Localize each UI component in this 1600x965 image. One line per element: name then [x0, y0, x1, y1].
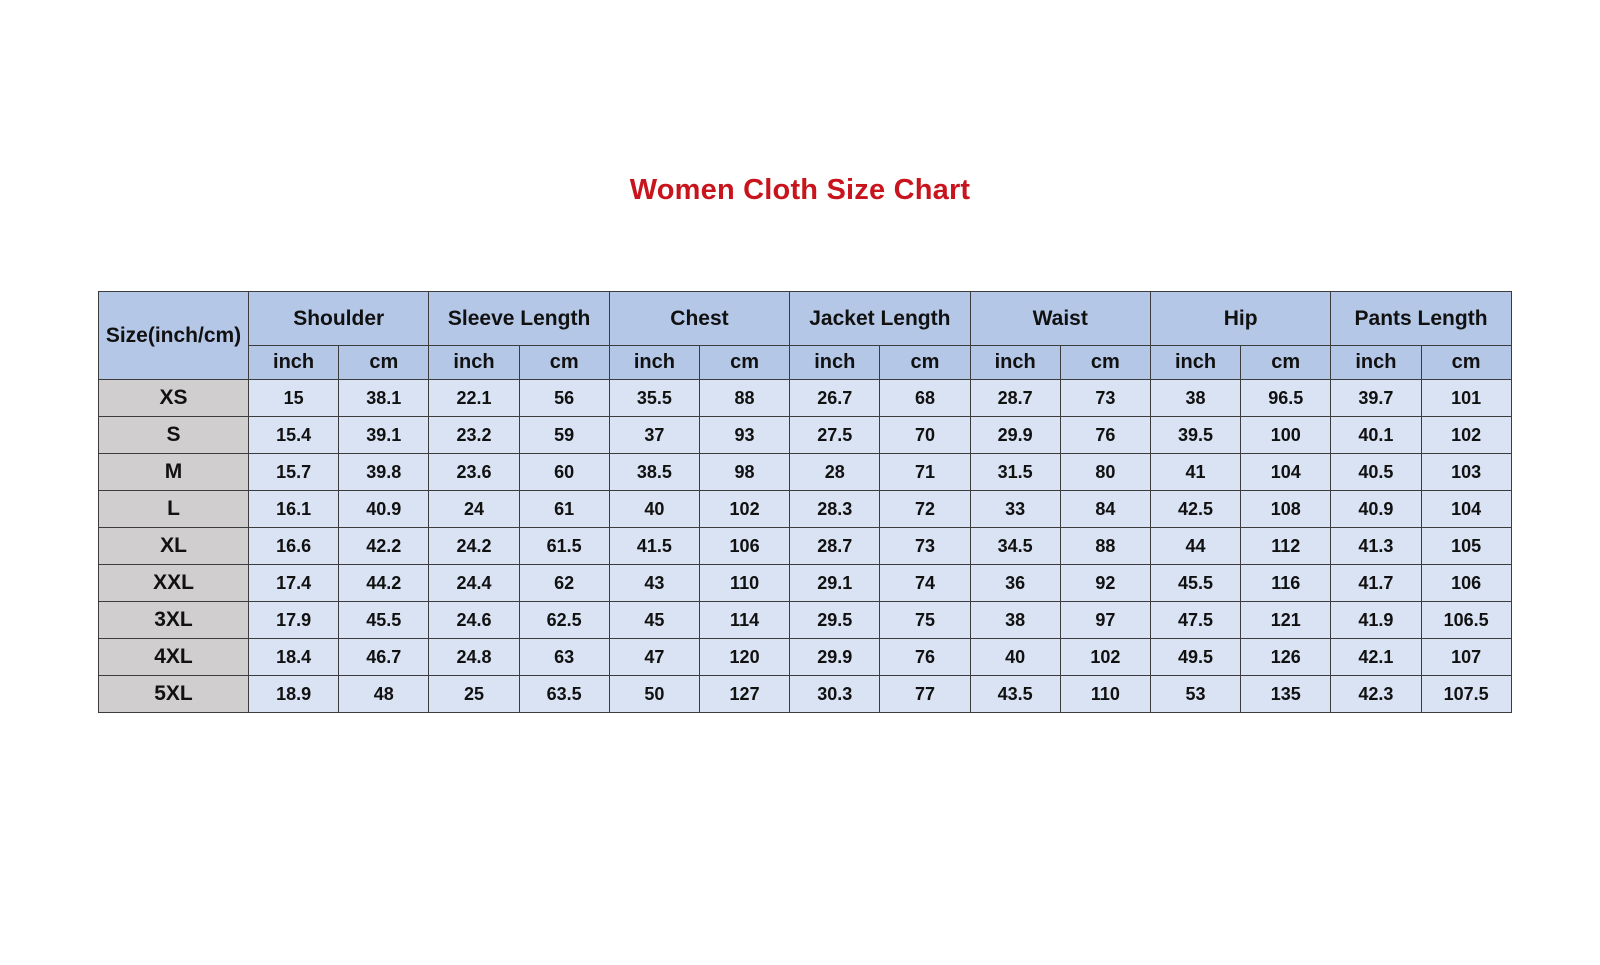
- table-cell: 44: [1150, 528, 1240, 565]
- table-cell: 40.9: [339, 491, 429, 528]
- table-cell: 17.4: [249, 565, 339, 602]
- table-cell: 77: [880, 676, 970, 713]
- unit-header-cm: cm: [339, 346, 429, 380]
- table-cell: 45: [609, 602, 699, 639]
- table-cell: 80: [1060, 454, 1150, 491]
- table-cell: 27.5: [790, 417, 880, 454]
- size-label: S: [99, 417, 249, 454]
- table-cell: 24.6: [429, 602, 519, 639]
- table-cell: 36: [970, 565, 1060, 602]
- table-cell: 40.5: [1331, 454, 1421, 491]
- table-cell: 29.5: [790, 602, 880, 639]
- unit-header-inch: inch: [1150, 346, 1240, 380]
- table-cell: 106: [1421, 565, 1511, 602]
- table-cell: 72: [880, 491, 970, 528]
- size-label: XS: [99, 380, 249, 417]
- table-cell: 39.7: [1331, 380, 1421, 417]
- size-label: 4XL: [99, 639, 249, 676]
- table-row: [99, 380, 1512, 417]
- chart-title: Women Cloth Size Chart: [629, 174, 971, 206]
- unit-header-cm: cm: [880, 346, 970, 380]
- table-cell: 73: [1060, 380, 1150, 417]
- table-cell: 29.9: [970, 417, 1060, 454]
- table-body: [99, 380, 1512, 713]
- table-cell: 102: [699, 491, 789, 528]
- table-cell: 76: [1060, 417, 1150, 454]
- table-cell: 41.7: [1331, 565, 1421, 602]
- table-cell: 40.1: [1331, 417, 1421, 454]
- header-unit-row: [99, 346, 1512, 380]
- table-cell: 40.9: [1331, 491, 1421, 528]
- table-cell: 92: [1060, 565, 1150, 602]
- unit-header-cm: cm: [1060, 346, 1150, 380]
- table-cell: 23.6: [429, 454, 519, 491]
- size-label: L: [99, 491, 249, 528]
- table-cell: 42.3: [1331, 676, 1421, 713]
- table-cell: 110: [1060, 676, 1150, 713]
- table-cell: 127: [699, 676, 789, 713]
- table-cell: 114: [699, 602, 789, 639]
- table-cell: 24.2: [429, 528, 519, 565]
- header-group-row: [99, 292, 1512, 346]
- table-cell: 15: [249, 380, 339, 417]
- table-cell: 105: [1421, 528, 1511, 565]
- table-row: [99, 417, 1512, 454]
- table-cell: 28.3: [790, 491, 880, 528]
- table-cell: 61.5: [519, 528, 609, 565]
- table-cell: 84: [1060, 491, 1150, 528]
- table-cell: 98: [699, 454, 789, 491]
- table-cell: 93: [699, 417, 789, 454]
- table-cell: 38: [1150, 380, 1240, 417]
- size-label: 5XL: [99, 676, 249, 713]
- unit-header-cm: cm: [519, 346, 609, 380]
- table-cell: 96.5: [1241, 380, 1331, 417]
- table-cell: 59: [519, 417, 609, 454]
- table-cell: 88: [1060, 528, 1150, 565]
- unit-header-inch: inch: [249, 346, 339, 380]
- header-waist: Waist: [970, 292, 1150, 346]
- header-chest: Chest: [609, 292, 789, 346]
- table-cell: 102: [1421, 417, 1511, 454]
- header-shoulder: Shoulder: [249, 292, 429, 346]
- table-cell: 75: [880, 602, 970, 639]
- table-cell: 47: [609, 639, 699, 676]
- table-cell: 107: [1421, 639, 1511, 676]
- unit-header-cm: cm: [699, 346, 789, 380]
- table-cell: 88: [699, 380, 789, 417]
- table-cell: 112: [1241, 528, 1331, 565]
- size-label: XXL: [99, 565, 249, 602]
- table-cell: 53: [1150, 676, 1240, 713]
- table-cell: 18.4: [249, 639, 339, 676]
- table-cell: 26.7: [790, 380, 880, 417]
- table-cell: 126: [1241, 639, 1331, 676]
- table-row: [99, 676, 1512, 713]
- table-cell: 104: [1421, 491, 1511, 528]
- size-label: 3XL: [99, 602, 249, 639]
- table-cell: 62.5: [519, 602, 609, 639]
- table-cell: 41.5: [609, 528, 699, 565]
- table-cell: 39.8: [339, 454, 429, 491]
- table-cell: 37: [609, 417, 699, 454]
- table-cell: 29.1: [790, 565, 880, 602]
- table-row: [99, 565, 1512, 602]
- table-cell: 70: [880, 417, 970, 454]
- table-cell: 42.2: [339, 528, 429, 565]
- table-cell: 102: [1060, 639, 1150, 676]
- table-cell: 28.7: [970, 380, 1060, 417]
- table-cell: 24: [429, 491, 519, 528]
- table-cell: 41.9: [1331, 602, 1421, 639]
- table-cell: 18.9: [249, 676, 339, 713]
- table-cell: 50: [609, 676, 699, 713]
- table-cell: 25: [429, 676, 519, 713]
- table-cell: 22.1: [429, 380, 519, 417]
- table-cell: 28: [790, 454, 880, 491]
- unit-header-inch: inch: [1331, 346, 1421, 380]
- table-cell: 56: [519, 380, 609, 417]
- table-cell: 63: [519, 639, 609, 676]
- unit-header-cm: cm: [1421, 346, 1511, 380]
- table-cell: 71: [880, 454, 970, 491]
- table-cell: 135: [1241, 676, 1331, 713]
- unit-header-inch: inch: [609, 346, 699, 380]
- table-cell: 24.8: [429, 639, 519, 676]
- table-cell: 63.5: [519, 676, 609, 713]
- table-cell: 30.3: [790, 676, 880, 713]
- table-cell: 17.9: [249, 602, 339, 639]
- table-cell: 38.5: [609, 454, 699, 491]
- table-cell: 33: [970, 491, 1060, 528]
- table-cell: 61: [519, 491, 609, 528]
- table-cell: 42.5: [1150, 491, 1240, 528]
- table-cell: 45.5: [1150, 565, 1240, 602]
- table-cell: 107.5: [1421, 676, 1511, 713]
- table-cell: 108: [1241, 491, 1331, 528]
- table-cell: 101: [1421, 380, 1511, 417]
- size-label: XL: [99, 528, 249, 565]
- table-cell: 47.5: [1150, 602, 1240, 639]
- unit-header-inch: inch: [429, 346, 519, 380]
- table-cell: 110: [699, 565, 789, 602]
- table-cell: 15.4: [249, 417, 339, 454]
- table-cell: 76: [880, 639, 970, 676]
- table-cell: 40: [609, 491, 699, 528]
- header-pants-length: Pants Length: [1331, 292, 1511, 346]
- table-cell: 121: [1241, 602, 1331, 639]
- table-cell: 35.5: [609, 380, 699, 417]
- table-cell: 97: [1060, 602, 1150, 639]
- table-cell: 40: [970, 639, 1060, 676]
- table-cell: 45.5: [339, 602, 429, 639]
- table-cell: 23.2: [429, 417, 519, 454]
- unit-header-inch: inch: [790, 346, 880, 380]
- table-cell: 39.1: [339, 417, 429, 454]
- unit-header-inch: inch: [970, 346, 1060, 380]
- table-cell: 120: [699, 639, 789, 676]
- table-cell: 60: [519, 454, 609, 491]
- size-chart-table: [98, 291, 1512, 713]
- header-jacket-length: Jacket Length: [790, 292, 970, 346]
- table-cell: 16.1: [249, 491, 339, 528]
- table-cell: 68: [880, 380, 970, 417]
- table-cell: 38: [970, 602, 1060, 639]
- table-row: [99, 491, 1512, 528]
- table-cell: 73: [880, 528, 970, 565]
- table-cell: 103: [1421, 454, 1511, 491]
- table-cell: 39.5: [1150, 417, 1240, 454]
- table-cell: 43: [609, 565, 699, 602]
- header-sleeve-length: Sleeve Length: [429, 292, 609, 346]
- table-cell: 31.5: [970, 454, 1060, 491]
- table-cell: 15.7: [249, 454, 339, 491]
- table-row: [99, 639, 1512, 676]
- table-cell: 106.5: [1421, 602, 1511, 639]
- header-hip: Hip: [1150, 292, 1330, 346]
- table-row: [99, 528, 1512, 565]
- table-cell: 48: [339, 676, 429, 713]
- table-cell: 62: [519, 565, 609, 602]
- table-cell: 29.9: [790, 639, 880, 676]
- table-cell: 34.5: [970, 528, 1060, 565]
- table-cell: 28.7: [790, 528, 880, 565]
- table-cell: 104: [1241, 454, 1331, 491]
- table-cell: 44.2: [339, 565, 429, 602]
- table-row: [99, 454, 1512, 491]
- unit-header-cm: cm: [1241, 346, 1331, 380]
- size-column-header: Size(inch/cm): [99, 292, 249, 380]
- table-cell: 41.3: [1331, 528, 1421, 565]
- table-cell: 41: [1150, 454, 1240, 491]
- table-cell: 16.6: [249, 528, 339, 565]
- table-cell: 116: [1241, 565, 1331, 602]
- table-cell: 24.4: [429, 565, 519, 602]
- table-cell: 106: [699, 528, 789, 565]
- table-row: [99, 602, 1512, 639]
- table-cell: 49.5: [1150, 639, 1240, 676]
- table-cell: 46.7: [339, 639, 429, 676]
- size-label: M: [99, 454, 249, 491]
- table-cell: 38.1: [339, 380, 429, 417]
- table-cell: 100: [1241, 417, 1331, 454]
- table-cell: 42.1: [1331, 639, 1421, 676]
- table-cell: 43.5: [970, 676, 1060, 713]
- table-cell: 74: [880, 565, 970, 602]
